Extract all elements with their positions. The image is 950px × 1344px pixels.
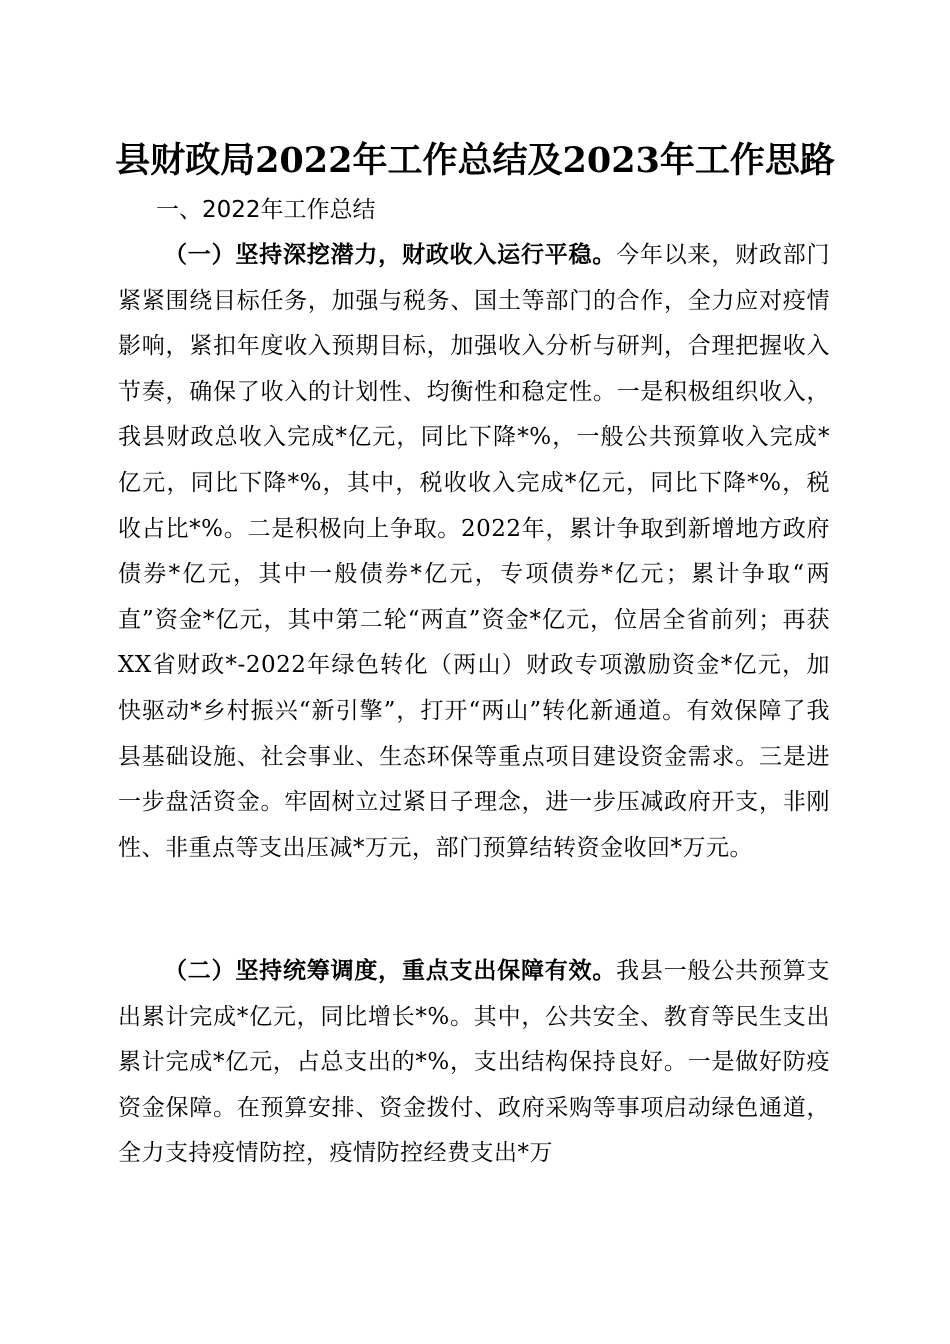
paragraph-1-lead: （一）坚持深挖潜力，财政收入运行平稳。 (164, 241, 617, 268)
paragraph-2-body: 我县一般公共预算支出累计完成*亿元，同比增长*%。其中，公共安全、教育等民生支出累计完成*亿元，占总支出的*%，支出结构保持良好。一是做好防疫资金保障。在预算安排、资金拨付、政府采购等事项启动绿色通道，全力支持疫情防控，疫情防控经费支出*万 (118, 958, 831, 1167)
paragraph-2-lead: （二）坚持统筹调度，重点支出保障有效。 (164, 957, 617, 984)
paragraph-1-body: 今年以来，财政部门紧紧围绕目标任务，加强与税务、国土等部门的合作，全力应对疫情影响，紧扣年度收入预期目标，加强收入分析与研判，合理把握收入节奏，确保了收入的计划性、均衡性和稳定性。一是积极组织收入，我县财政总收入完成*亿元，同比下降*%，一般公共预算收入完成*亿元，同比下降*%，其中，税收收入完成*亿元，同比下降*%，税收占比*%。二是积极向上争取。2022年，累计争取到新增地方政府债券*亿元，其中一般债券*亿元，专项债券*亿元；累计争取“两直”资金*亿元，其中第二轮“两直”资金*亿元，位居全省前列；再获XX省财政*-2022年绿色转化（两山）财政专项激励资金*亿元，加快驱动*乡村振兴“新引擎”，打开“两山”转化新通道。有效保障了我县基础设施、社会事业、生态环保等重点项目建设资金需求。三是进一步盘活资金。牢固树立过紧日子理念，进一步压减政府开支，非刚性、非重点等支出压减*万元，部门预算结转资金收回*万元。 (118, 242, 831, 861)
section-heading: 一、2022年工作总结 (156, 197, 376, 223)
document-title: 县财政局2022年工作总结及2023年工作思路 (115, 140, 835, 181)
paragraph-1 (118, 232, 830, 871)
paragraph-2 (118, 948, 830, 1177)
